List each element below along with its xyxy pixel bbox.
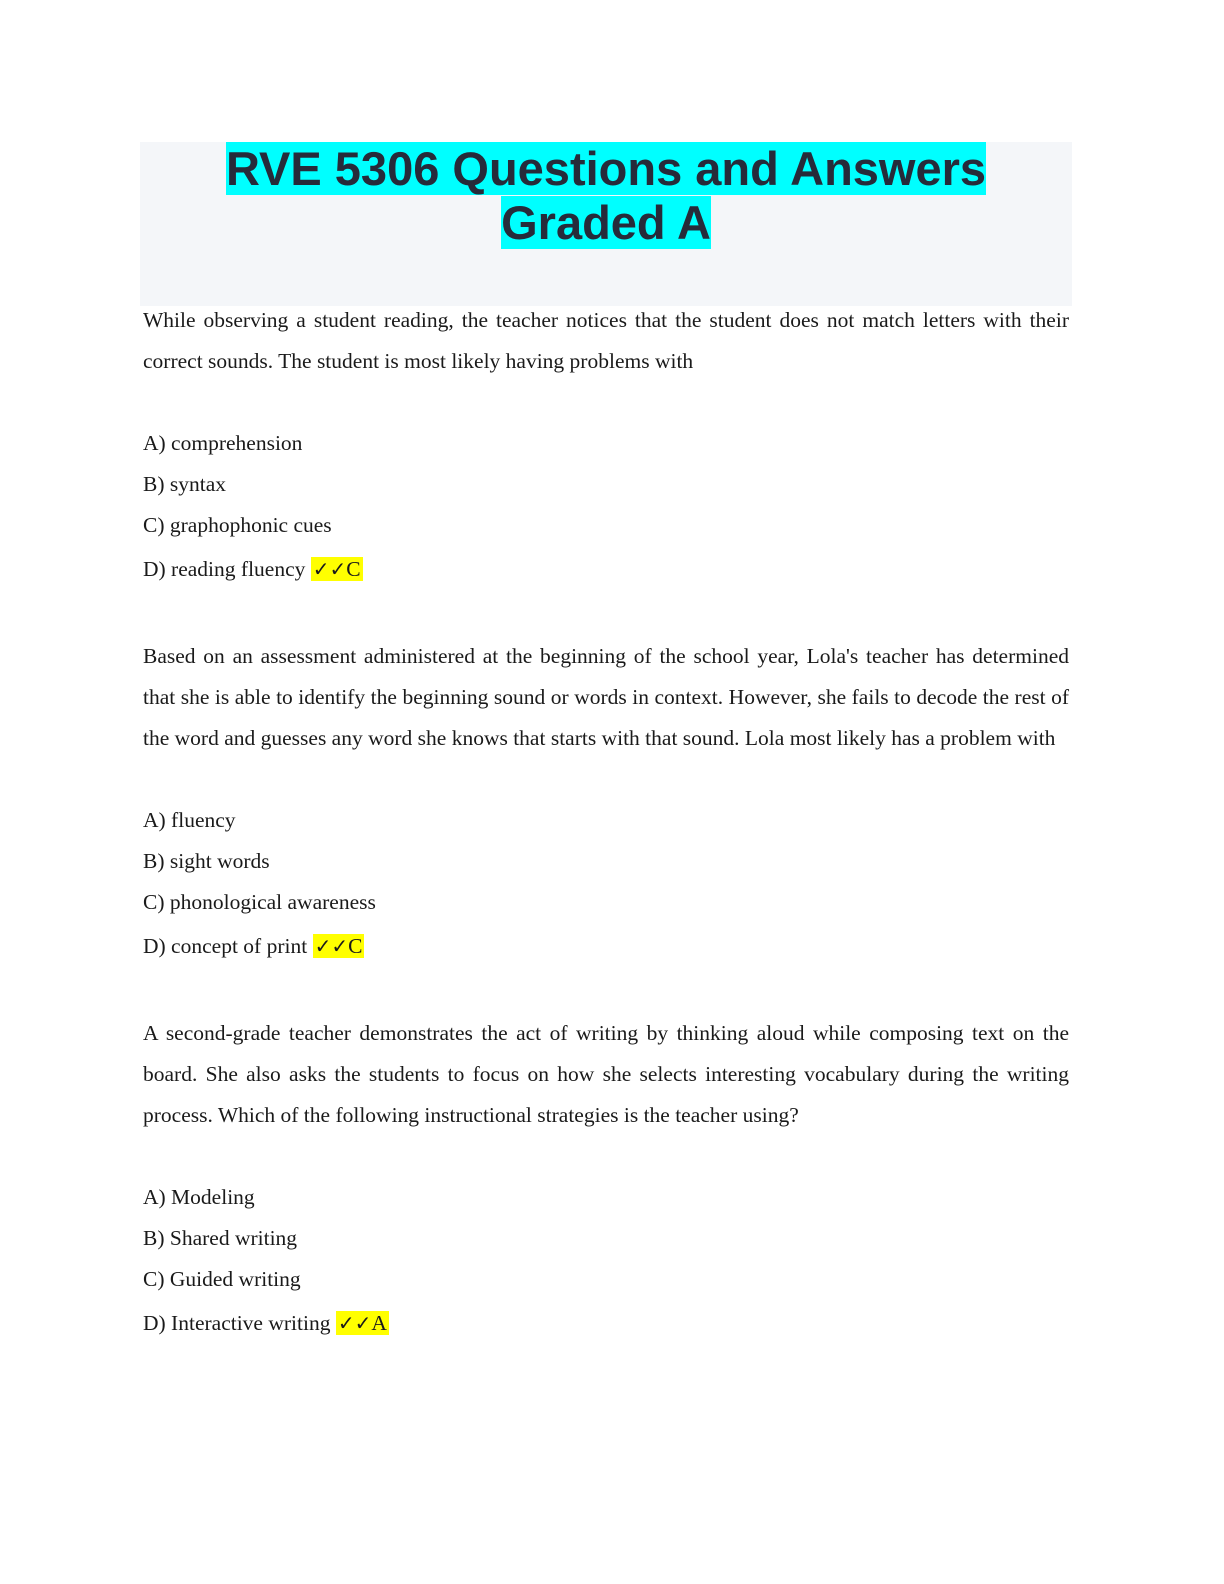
option-c: C) graphophonic cues <box>143 513 332 537</box>
option-c: C) phonological awareness <box>143 890 376 914</box>
option-d-label: D) concept of print <box>143 934 308 958</box>
question-block-2 <box>143 636 1069 970</box>
question-block-3 <box>143 1013 1069 1347</box>
answer-highlight <box>311 557 363 581</box>
option-b: B) Shared writing <box>143 1226 298 1250</box>
checkmark-icon: ✓✓ <box>314 934 349 958</box>
option-d <box>143 1300 1069 1347</box>
checkmark-icon: ✓✓ <box>337 1311 372 1335</box>
option-d-label: D) reading fluency <box>143 557 306 581</box>
title-block <box>140 142 1072 306</box>
answer-letter: C <box>348 934 363 958</box>
option-list <box>143 1177 1069 1347</box>
checkmark-icon: ✓✓ <box>312 557 347 581</box>
option-d <box>143 546 1069 593</box>
option-d <box>143 923 1069 970</box>
option-a: A) fluency <box>143 808 236 832</box>
answer-highlight <box>313 934 365 958</box>
option-list <box>143 800 1069 970</box>
page-title-line-1: RVE 5306 Questions and Answers <box>225 142 987 195</box>
question-text: Based on an assessment administered at the beginning of the school year, Lola's teacher has determined that she is able to identify the beginning sound or words in context. However, she fails to decode the rest of the word and guesses any word she knows that starts with that sound. Lola most likely has a problem with <box>143 644 1069 750</box>
option-list <box>143 423 1069 593</box>
page-title-line-2: Graded A <box>501 196 711 249</box>
option-d-label: D) Interactive writing <box>143 1311 331 1335</box>
option-a: A) Modeling <box>143 1185 255 1209</box>
answer-letter: C <box>346 557 361 581</box>
option-b: B) sight words <box>143 849 270 873</box>
question-text: While observing a student reading, the teacher notices that the student does not match letters with their correct sounds. The student is most likely having problems with <box>143 308 1069 373</box>
option-a: A) comprehension <box>143 431 303 455</box>
question-block-1 <box>143 300 1069 593</box>
option-c: C) Guided writing <box>143 1267 301 1291</box>
question-text: A second-grade teacher demonstrates the act of writing by thinking aloud while composing text on the board. She also asks the students to focus on how she selects interesting vocabulary during the writing process. Which of the following instructional strategies is the teacher using? <box>143 1021 1069 1127</box>
questions-content <box>143 300 1069 1347</box>
option-b: B) syntax <box>143 472 227 496</box>
answer-highlight <box>336 1311 389 1335</box>
answer-letter: A <box>371 1311 387 1335</box>
